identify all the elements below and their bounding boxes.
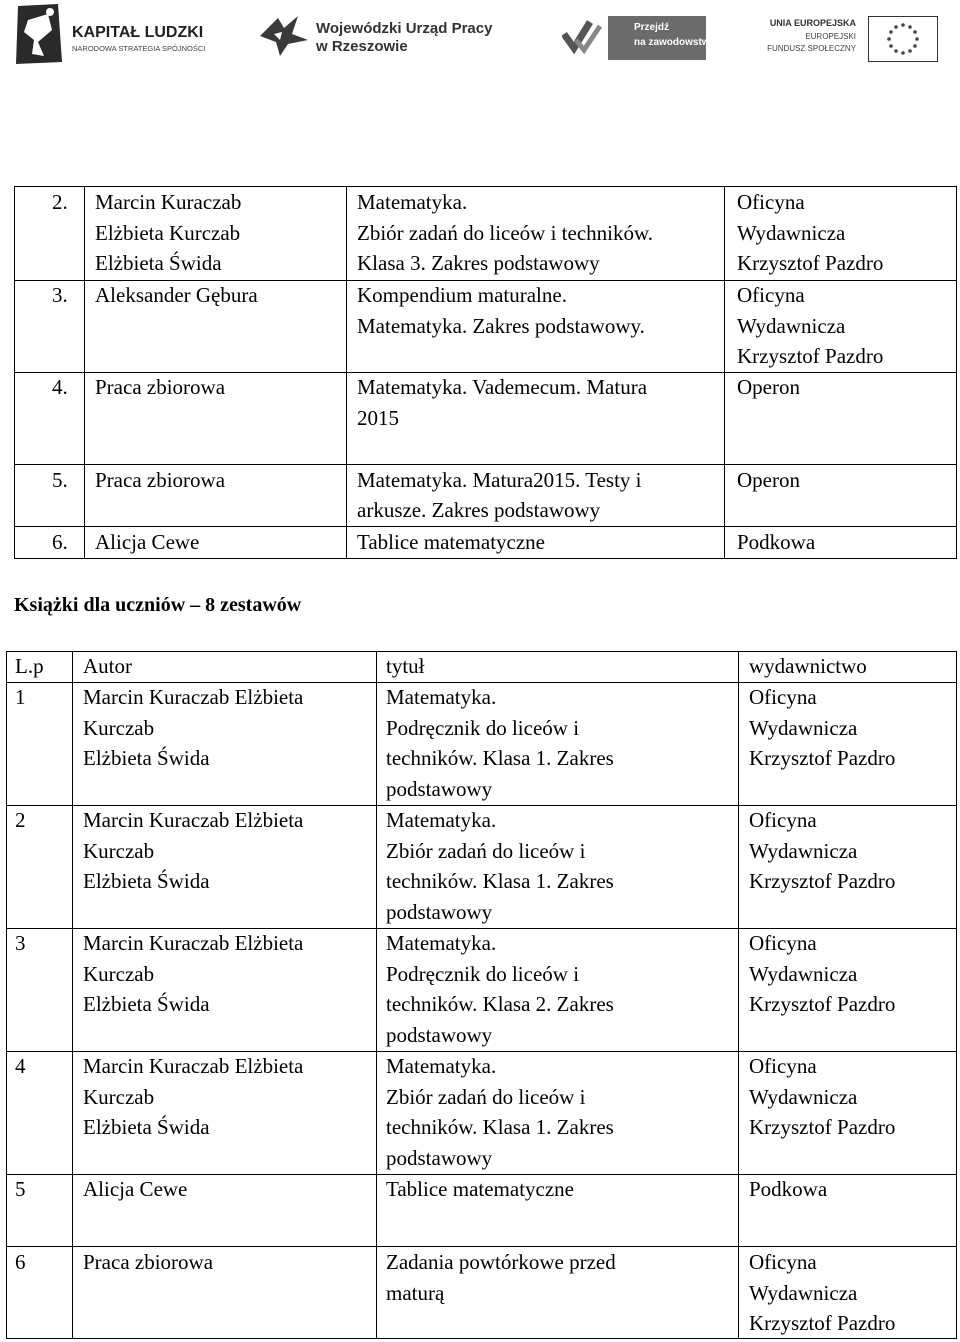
lp-cell: 1 [15,685,26,709]
title-cell: Matematyka. Vademecum. Matura 2015 [357,375,648,430]
title-cell: Zadania powtórkowe przed maturą [386,1250,616,1305]
section-heading: Książki dla uczniów – 8 zestawów [14,594,302,616]
ue-line3: FUNDUSZ SPOŁECZNY [767,44,856,53]
ue-line1: UNIA EUROPEJSKA [769,18,856,28]
lp-cell: 4. [52,375,68,399]
author-cell: Praca zbiorowa [95,375,226,399]
ue-logo [762,16,938,62]
kapital-ludzki-tagline: NARODOWA STRATEGIA SPÓJNOŚCI [72,44,206,53]
publisher-cell: Oficyna Wydawnicza Krzysztof Pazdro [737,190,884,276]
title-cell: Tablice matematyczne [357,530,546,554]
publisher-cell: Oficyna Wydawnicza Krzysztof Pazdro [749,1250,896,1336]
publisher-cell: Oficyna Wydawnicza Krzysztof Pazdro [749,1054,896,1140]
lp-cell: 4 [15,1054,26,1078]
header-author: Autor [83,654,132,678]
wup-bird-icon [258,14,312,58]
lp-cell: 2 [15,808,26,832]
author-cell: Praca zbiorowa [83,1250,214,1274]
wup-logo [258,8,508,64]
lp-cell: 6. [52,530,68,554]
kapital-ludzki-name: KAPITAŁ LUDZKI [72,24,204,41]
author-cell: Alicja Cewe [95,530,200,554]
author-cell: Marcin Kuraczab Elżbieta Kurczab Elżbieta Świda [95,190,242,276]
publisher-cell: Oficyna Wydawnicza Krzysztof Pazdro [737,283,884,369]
title-cell: Kompendium maturalne. Matematyka. Zakres podstawowy. [357,283,645,338]
wup-name-line2: w Rzeszowie [316,38,408,55]
przejdz-logo [562,12,716,62]
title-cell: Matematyka. Zbiór zadań do liceów i techników. Klasa 1. Zakres podstawowy [386,808,614,924]
title-cell: Matematyka. Podręcznik do liceów i techników. Klasa 2. Zakres podstawowy [386,931,614,1047]
kapital-ludzki-emblem-icon [14,2,66,66]
lp-cell: 5 [15,1177,26,1201]
publisher-cell: Operon [737,375,800,399]
lp-cell: 6 [15,1250,26,1274]
title-cell: Matematyka. Matura2015. Testy i arkusze. Zakres podstawowy [357,468,642,522]
publisher-cell: Podkowa [737,530,816,554]
title-cell: Tablice matematyczne [386,1177,575,1201]
title-cell: Matematyka. Zbiór zadań do liceów i techników. Klasa 3. Zakres podstawowy [357,190,654,276]
title-cell: Matematyka. Podręcznik do liceów i techników. Klasa 1. Zakres podstawowy [386,685,614,801]
author-cell: Alicja Cewe [83,1177,188,1201]
checkmark-icon [562,18,602,56]
lp-cell: 3 [15,931,26,955]
przejdz-line2: na zawodowstwo [634,37,716,48]
publisher-cell: Oficyna Wydawnicza Krzysztof Pazdro [749,808,896,894]
publisher-cell: Oficyna Wydawnicza Krzysztof Pazdro [749,931,896,1017]
header-title: tytuł [386,654,425,678]
przejdz-line1: Przejdź [634,22,670,33]
author-cell: Praca zbiorowa [95,468,226,492]
wup-name-line1: Wojewódzki Urząd Pracy [316,20,493,37]
publisher-cell: Podkowa [749,1177,828,1201]
lp-cell: 2. [52,190,68,214]
publisher-cell: Oficyna Wydawnicza Krzysztof Pazdro [749,685,896,771]
author-cell: Aleksander Gębura [95,283,258,307]
publisher-cell: Operon [737,468,800,492]
kapital-ludzki-logo [14,2,214,66]
author-cell: Marcin Kuraczab Elżbieta Kurczab Elżbieta Świda [83,931,304,1017]
title-cell: Matematyka. Zbiór zadań do liceów i techników. Klasa 1. Zakres podstawowy [386,1054,614,1170]
author-cell: Marcin Kuraczab Elżbieta Kurczab Elżbieta Świda [83,1054,304,1140]
eu-flag-icon [868,16,938,62]
lp-cell: 5. [52,468,68,492]
author-cell: Marcin Kuraczab Elżbieta Kurczab Elżbieta Świda [83,685,304,771]
przejdz-badge [608,16,716,60]
ue-line2: EUROPEJSKI [805,32,856,41]
header-lp: L.p [15,654,44,678]
lp-cell: 3. [52,283,68,307]
author-cell: Marcin Kuraczab Elżbieta Kurczab Elżbieta Świda [83,808,304,894]
header-publisher: wydawnictwo [749,654,867,678]
